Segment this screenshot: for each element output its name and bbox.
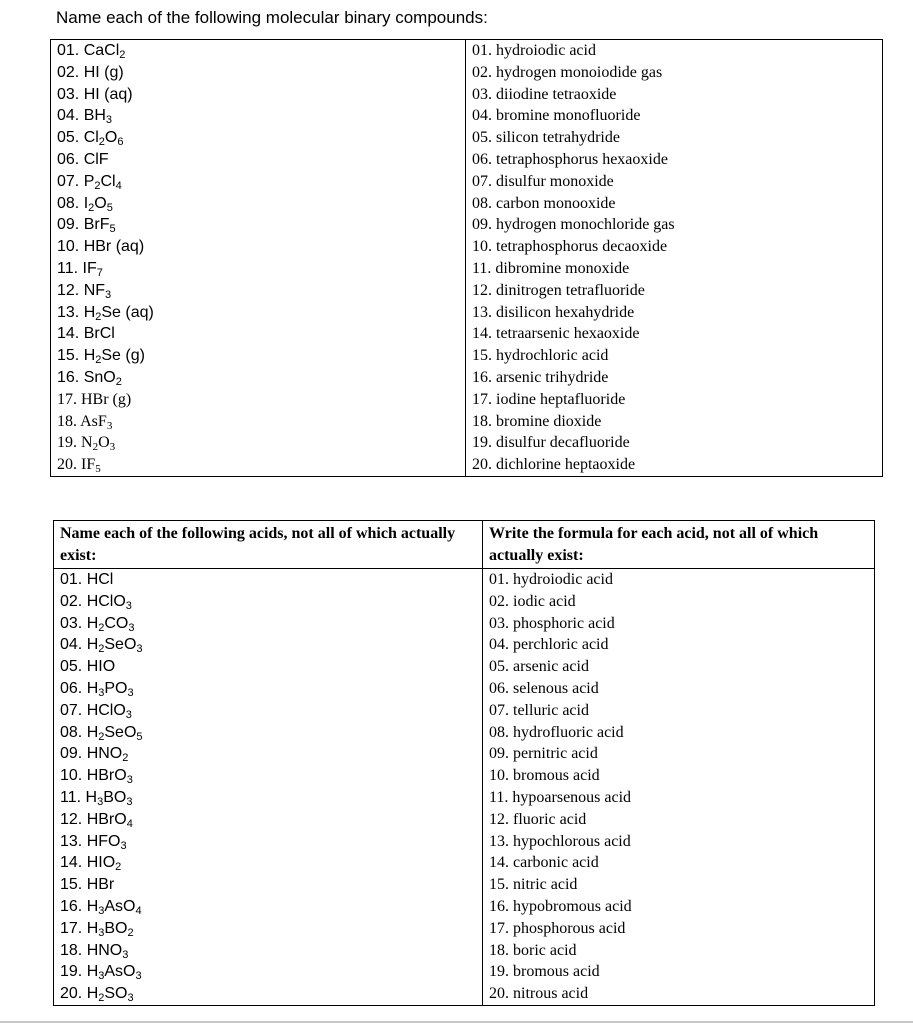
entry-number: 15.: [60, 876, 87, 894]
name-entry: 15. hydrochloric acid: [472, 347, 609, 365]
formula-text: BO: [104, 919, 128, 937]
entry-number: 04.: [57, 107, 84, 125]
name-entry: 19. bromous acid: [489, 963, 600, 981]
entry-number: 04.: [60, 636, 87, 654]
name-entry: 05. arsenic acid: [489, 658, 589, 676]
formula-entry: [51, 302, 465, 324]
formula-entry: [51, 171, 465, 193]
name-entry: 03. phosphoric acid: [489, 614, 615, 632]
formula-entry: [54, 743, 482, 765]
formula-text: Cl: [100, 172, 116, 190]
entry-number: 01.: [60, 571, 87, 588]
formula-text: H: [86, 963, 99, 981]
formula-text: O: [98, 434, 110, 452]
entry-number: 08.: [57, 194, 84, 212]
acid-formula-list: [54, 569, 482, 1005]
entry-number: 09.: [60, 745, 87, 763]
subscript: 7: [96, 266, 103, 279]
formula-text: HIO: [86, 658, 116, 676]
page-title: Name each of the following molecular binary compounds:: [56, 8, 488, 27]
name-entry: 05. silicon tetrahydride: [472, 129, 620, 147]
name-entry: 19. disulfur decafluoride: [472, 434, 630, 452]
formula-text: BO: [103, 788, 127, 806]
formula-text: HBr: [86, 876, 115, 894]
formula-text: HI (aq): [83, 85, 133, 103]
table-row: [51, 40, 883, 477]
subscript: 3: [109, 441, 116, 454]
entry-number: 19.: [57, 434, 81, 452]
entry-number: 11.: [60, 788, 86, 806]
formula-entry: [51, 432, 465, 454]
formula-text: PO: [104, 679, 128, 697]
name-entry: 07. disulfur monoxide: [472, 172, 614, 190]
binary-formula-column: [51, 40, 466, 477]
formula-entry: [54, 765, 482, 787]
name-entry: 14. tetraarsenic hexaoxide: [472, 325, 640, 343]
entry-number: 20.: [60, 985, 87, 1003]
subscript: 2: [98, 621, 105, 634]
name-entry: 17. phosphorous acid: [489, 919, 626, 937]
entry-number: 17.: [57, 390, 81, 408]
table-row: [54, 569, 875, 1006]
name-entry: 10. bromous acid: [489, 767, 600, 785]
formula-text: O: [94, 194, 107, 212]
entry-number: 12.: [60, 810, 87, 828]
entry-number: 02.: [57, 63, 84, 81]
formula-text: CaCl: [83, 42, 120, 59]
name-entry: 20. nitrous acid: [489, 985, 589, 1003]
acids-table: [53, 520, 875, 1006]
name-entry: 04. perchloric acid: [489, 636, 609, 654]
formula-text: AsO: [104, 963, 136, 981]
entry-number: 03.: [57, 85, 84, 103]
subscript: 4: [135, 904, 142, 917]
subscript: 3: [120, 839, 127, 852]
name-entry: 11. dibromine monoxide: [472, 259, 630, 277]
formula-entry: [54, 874, 482, 896]
formula-text: BrF: [83, 216, 110, 234]
subscript: 3: [125, 599, 132, 612]
formula-entry: [51, 236, 465, 258]
formula-text: HCl: [86, 571, 114, 588]
formula-entry: [54, 918, 482, 940]
name-entry: 16. hypobromous acid: [489, 897, 632, 915]
formula-entry: [51, 62, 465, 84]
acid-name-column: [483, 569, 875, 1006]
name-entry: 09. hydrogen monochloride gas: [472, 216, 675, 234]
formula-text: H: [86, 679, 99, 697]
subscript: 2: [94, 179, 101, 192]
entry-number: 10.: [57, 238, 84, 256]
formula-text: H: [86, 985, 99, 1003]
acid-formula-header: Write the formula for each acid, not all of which actually exist:: [483, 521, 875, 569]
formula-entry: [54, 569, 482, 591]
name-entry: 03. diiodine tetraoxide: [472, 85, 617, 103]
entry-number: 01.: [57, 42, 84, 59]
subscript: 2: [95, 310, 102, 323]
subscript: 3: [98, 686, 105, 699]
subscript: 3: [135, 970, 142, 983]
name-entry: 12. fluoric acid: [489, 810, 587, 828]
binary-name-list: [466, 40, 882, 476]
name-entry: 01. hydroiodic acid: [472, 42, 596, 59]
formula-entry: [54, 613, 482, 635]
subscript: 2: [95, 354, 102, 367]
formula-text: ClF: [83, 150, 109, 168]
name-entry: 10. tetraphosphorus decaoxide: [472, 238, 668, 256]
formula-entry: [54, 700, 482, 722]
entry-number: 02.: [60, 592, 87, 610]
subscript: 3: [122, 948, 129, 961]
subscript: 3: [98, 970, 105, 983]
formula-text: HBrO: [86, 767, 127, 785]
formula-entry: [51, 454, 465, 476]
formula-entry: [54, 961, 482, 983]
entry-number: 18.: [57, 412, 81, 430]
entry-number: 05.: [60, 658, 87, 676]
formula-text: H: [86, 919, 99, 937]
formula-text: HClO: [86, 592, 126, 610]
formula-text: H: [86, 897, 99, 915]
subscript: 5: [106, 201, 113, 214]
formula-entry: [54, 896, 482, 918]
subscript: 2: [98, 992, 105, 1005]
name-entry: 14. carbonic acid: [489, 854, 599, 872]
formula-text: HNO: [86, 745, 123, 763]
subscript: 3: [105, 114, 113, 127]
entry-number: 11.: [57, 259, 83, 277]
name-entry: 15. nitric acid: [489, 876, 578, 894]
entry-number: 09.: [57, 216, 84, 234]
formula-text: HNO: [86, 941, 123, 959]
page-bottom-divider: [0, 1021, 913, 1023]
formula-entry: [51, 345, 465, 367]
formula-text: H: [86, 636, 99, 654]
subscript: 3: [98, 904, 105, 917]
name-entry: 17. iodine heptafluoride: [472, 390, 626, 408]
entry-number: 07.: [57, 172, 84, 190]
entry-number: 12.: [57, 281, 84, 299]
subscript: 2: [115, 375, 122, 388]
entry-number: 03.: [60, 614, 87, 632]
subscript: 2: [127, 926, 134, 939]
acid-name-header: Name each of the following acids, not all of which actually exist:: [54, 521, 483, 569]
formula-entry: [54, 809, 482, 831]
name-entry: 02. iodic acid: [489, 592, 576, 610]
subscript: 2: [98, 643, 105, 656]
formula-text: H: [86, 723, 99, 741]
subscript: 3: [98, 926, 105, 939]
formula-entry: [51, 40, 465, 62]
acid-name-list: [483, 569, 874, 1005]
subscript: 4: [115, 179, 122, 192]
name-entry: 18. boric acid: [489, 941, 577, 959]
subscript: 4: [126, 817, 133, 830]
entry-number: 06.: [60, 679, 87, 697]
subscript: 5: [109, 223, 116, 236]
subscript: 2: [119, 49, 126, 61]
entry-number: 06.: [57, 150, 84, 168]
formula-text: N: [81, 434, 93, 452]
entry-number: 13.: [60, 832, 87, 850]
formula-text: Se (g): [101, 347, 145, 365]
entry-number: 17.: [60, 919, 87, 937]
entry-number: 08.: [60, 723, 87, 741]
formula-entry: [54, 787, 482, 809]
formula-entry: [51, 214, 465, 236]
subscript: 2: [98, 136, 105, 149]
formula-entry: [51, 258, 465, 280]
binary-compounds-table: [50, 39, 883, 477]
formula-entry: [54, 591, 482, 613]
subscript: 2: [122, 752, 129, 765]
subscript: 5: [95, 463, 101, 476]
name-entry: 02. hydrogen monoiodide gas: [472, 63, 663, 81]
subscript: 3: [128, 621, 135, 634]
formula-text: H: [83, 347, 96, 365]
entry-number: 15.: [57, 347, 84, 365]
formula-text: HI (g): [83, 63, 124, 81]
formula-text: HIO: [86, 854, 116, 872]
name-entry: 18. bromine dioxide: [472, 412, 602, 430]
subscript: 2: [115, 861, 122, 874]
name-entry: 08. hydrofluoric acid: [489, 723, 624, 741]
formula-entry: [51, 127, 465, 149]
entry-number: 07.: [60, 701, 87, 719]
formula-text: SnO: [83, 368, 116, 386]
subscript: 3: [127, 686, 134, 699]
name-entry: 08. carbon monooxide: [472, 194, 616, 212]
formula-entry: [54, 656, 482, 678]
formula-text: H: [86, 614, 99, 632]
entry-number: 19.: [60, 963, 87, 981]
subscript: 3: [125, 708, 132, 721]
name-entry: 04. bromine monofluoride: [472, 107, 641, 125]
formula-text: SeO: [104, 636, 137, 654]
formula-entry: [51, 105, 465, 127]
subscript: 5: [136, 730, 143, 743]
entry-number: 16.: [57, 368, 84, 386]
subscript: 6: [117, 136, 124, 149]
formula-text: AsO: [104, 897, 136, 915]
formula-text: O: [104, 129, 118, 147]
subscript: 3: [126, 795, 133, 808]
subscript: 2: [88, 201, 95, 214]
formula-entry: [54, 634, 482, 656]
formula-text: CO: [104, 614, 129, 632]
formula-text: SO: [104, 985, 128, 1003]
formula-entry: [54, 983, 482, 1005]
name-entry: 11. hypoarsenous acid: [489, 788, 632, 806]
subscript: 3: [127, 992, 134, 1005]
entry-number: 16.: [60, 897, 87, 915]
subscript: 2: [92, 441, 99, 454]
name-entry: 06. selenous acid: [489, 679, 599, 697]
formula-text: AsF: [80, 412, 107, 430]
formula-text: BH: [83, 107, 106, 125]
entry-number: 05.: [57, 129, 84, 147]
name-entry: 20. dichlorine heptaoxide: [472, 456, 636, 474]
subscript: 3: [106, 419, 113, 432]
entry-number: 14.: [60, 854, 87, 872]
formula-entry: [51, 149, 465, 171]
name-entry: 13. disilicon hexahydride: [472, 303, 635, 321]
name-entry: 13. hypochlorous acid: [489, 832, 631, 850]
formula-text: HClO: [86, 701, 126, 719]
formula-entry: [54, 852, 482, 874]
formula-text: H: [83, 303, 96, 321]
formula-text: P: [83, 172, 95, 190]
formula-entry: [54, 940, 482, 962]
name-entry: 07. telluric acid: [489, 701, 589, 719]
name-entry: 01. hydroiodic acid: [489, 571, 613, 588]
formula-text: Cl: [83, 129, 99, 147]
formula-entry: [51, 323, 465, 345]
formula-text: IF: [81, 456, 96, 474]
formula-entry: [51, 84, 465, 106]
formula-text: I: [83, 194, 89, 212]
name-entry: 06. tetraphosphorus hexaoxide: [472, 150, 668, 168]
entry-number: 13.: [57, 303, 84, 321]
formula-entry: [54, 722, 482, 744]
formula-entry: [51, 411, 465, 433]
table-header-row: [54, 521, 875, 569]
acid-formula-column: [54, 569, 483, 1006]
formula-text: SeO: [104, 723, 137, 741]
entry-number: 10.: [60, 767, 87, 785]
formula-entry: [51, 280, 465, 302]
formula-text: HBr (g): [81, 390, 132, 408]
entry-number: 20.: [57, 456, 81, 474]
formula-text: HBr (aq): [83, 238, 145, 256]
formula-text: H: [85, 788, 98, 806]
name-entry: 12. dinitrogen tetrafluoride: [472, 281, 645, 299]
subscript: 3: [126, 774, 133, 787]
formula-entry: [54, 678, 482, 700]
formula-entry: [54, 831, 482, 853]
formula-text: IF: [82, 259, 97, 277]
binary-name-column: [466, 40, 883, 477]
formula-text: BrCl: [83, 325, 115, 343]
formula-text: Se (aq): [101, 303, 154, 321]
subscript: 3: [105, 288, 112, 301]
formula-text: HFO: [86, 832, 121, 850]
entry-number: 18.: [60, 941, 87, 959]
formula-text: NF: [83, 281, 106, 299]
formula-entry: [51, 193, 465, 215]
name-entry: 09. pernitric acid: [489, 745, 598, 763]
subscript: 3: [136, 643, 143, 656]
formula-entry: [51, 389, 465, 411]
name-entry: 16. arsenic trihydride: [472, 368, 609, 386]
subscript: 2: [98, 730, 105, 743]
binary-formula-list: [51, 40, 465, 476]
subscript: 3: [97, 795, 104, 808]
entry-number: 14.: [57, 325, 84, 343]
formula-entry: [51, 367, 465, 389]
formula-text: HBrO: [86, 810, 127, 828]
